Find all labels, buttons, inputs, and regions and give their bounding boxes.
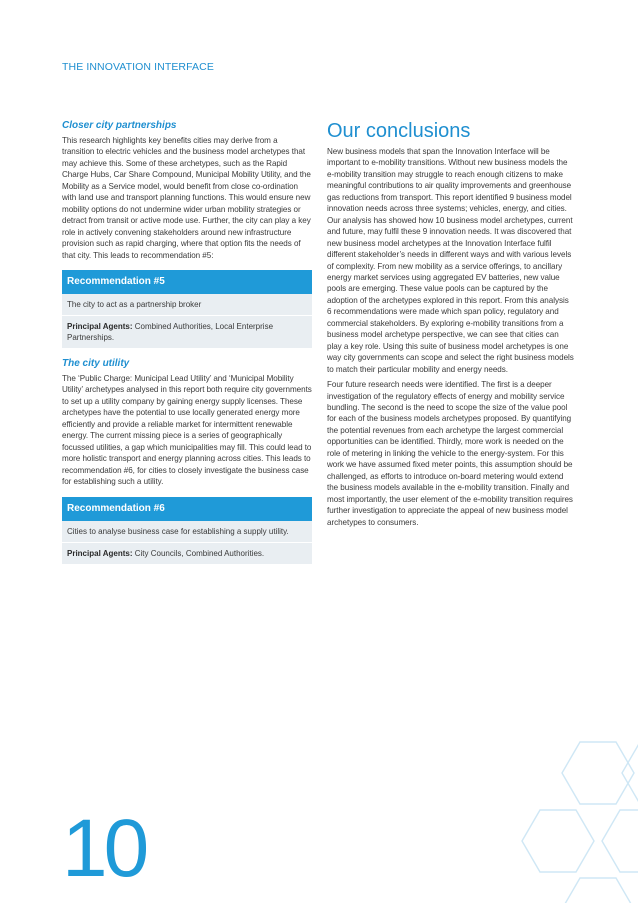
agents-label: Principal Agents: (67, 321, 133, 331)
conclusions-paragraph-2: Four future research needs were identified. The first is a deeper investigation of the regulatory effects of energy and mobility service bundling. The second is the need to scope the size of the value pool for each of the business models archetypes proposed. By quantifying the potential revenues from each archetype the largest commercial opportunities can be identified. Thirdly, more work is needed on the role of metering in linking the vehicle to the energy-system. For this work we have assumed fixed meter points, this assumption should be challenged, as efforts to introduce on-board metering would extend the business models available in the e-mobility transition. Finally and most importantly, the user element of the e-mobility transition requires further investigation to appreciate the appeal of new business model archetypes to consumers. (327, 380, 573, 527)
section-heading-city-utility: The city utility (62, 357, 130, 369)
hexagon-shape (522, 810, 594, 872)
section-body-closer-city: This research highlights key benefits cities may derive from a transition to electric vehicles and the business model archetypes that may achieve this. Some of these archetypes, such as the Rapid Charge Hubs, Car Share Compound, Municipal Mobility Utility, and the Mobility as a Service model, would benefit from close co-ordination with land use and transport planning functions. This would ensure new mobility options do not undermine wider urban mobility strategies or detract from transit or active mode use. Further, the city can play a key role in actively convening stakeholders around new infrastructure provision such as rapid charging, where that option fits the needs of that city. This leads to recommendation #5: (62, 136, 311, 260)
conclusions-paragraph-1: New business models that span the Innovation Interface will be important to e-mobility transitions. Without new business models the e-mobility transition may struggle to reach enough citizens to make meaningful contributions to air quality improvements and greenhouse gas reductions from transport. This report identified 9 business model innovation needs across three systems; vehicles, energy, and cities. Our analysis has showed how 10 business model archetypes, current and future, may fulfil these 9 innovation needs. It was discovered that new business model archetypes at the Innovation Interface fulfil different stakeholder’s needs in different ways and with various levels of complexity. From new mobility as a service offerings, to ancillary energy market services using aggregated EV batteries, new value pools are emerging. These value pools can be captured by the adoption of the archetypes explored in this report. From this analysis 6 recommendations were made which span policy, regulatory and commercial stakeholders. By exploring e-mobility transitions from a business model archetype perspective, we can see that cities can play a key role. Using this suite of business model archetypes is one way city governments can scope and select the right business models to match their particular mobility and energy needs. (327, 147, 574, 374)
running-header: THE INNOVATION INTERFACE (62, 61, 214, 73)
hexagon-shape (602, 810, 638, 872)
section-heading-closer-city: Closer city partnerships (62, 120, 177, 131)
conclusions-heading: Our conclusions (327, 120, 471, 142)
hexagon-shape (622, 742, 638, 804)
recommendation-text: Cities to analyse business case for establishing a supply utility. (62, 521, 312, 543)
agents-value: Combined Authorities, Local Enterprise Partnerships. (67, 321, 274, 342)
recommendation-title: Recommendation #6 (62, 497, 312, 521)
hexagon-shape (562, 742, 634, 804)
agents-label: Principal Agents: (67, 548, 133, 558)
hexagon-shape (562, 878, 634, 903)
recommendation-title: Recommendation #5 (62, 270, 312, 294)
page-number: 10 (62, 803, 146, 894)
section-body-city-utility: The ‘Public Charge: Municipal Lead Utility’ and ‘Municipal Mobility Utility’ archetypes analysed in this report both require city governments to set up a utility company by gaining energy supply licenses. These archetypes have the potential to use locally generated energy more efficiently and provide a reliable market for intermittent renewable energy. The current missing piece is a series of geographically focussed utilities, a gap which municipalities may fill. This could lead to more holistic transport and energy planning across cities. This leads to recommendation #6, for cities to closely investigate the business case for establishing such a utility. (62, 373, 312, 487)
recommendation-text: The city to act as a partnership broker (62, 294, 312, 316)
agents-value: City Councils, Combined Authorities. (132, 548, 265, 558)
